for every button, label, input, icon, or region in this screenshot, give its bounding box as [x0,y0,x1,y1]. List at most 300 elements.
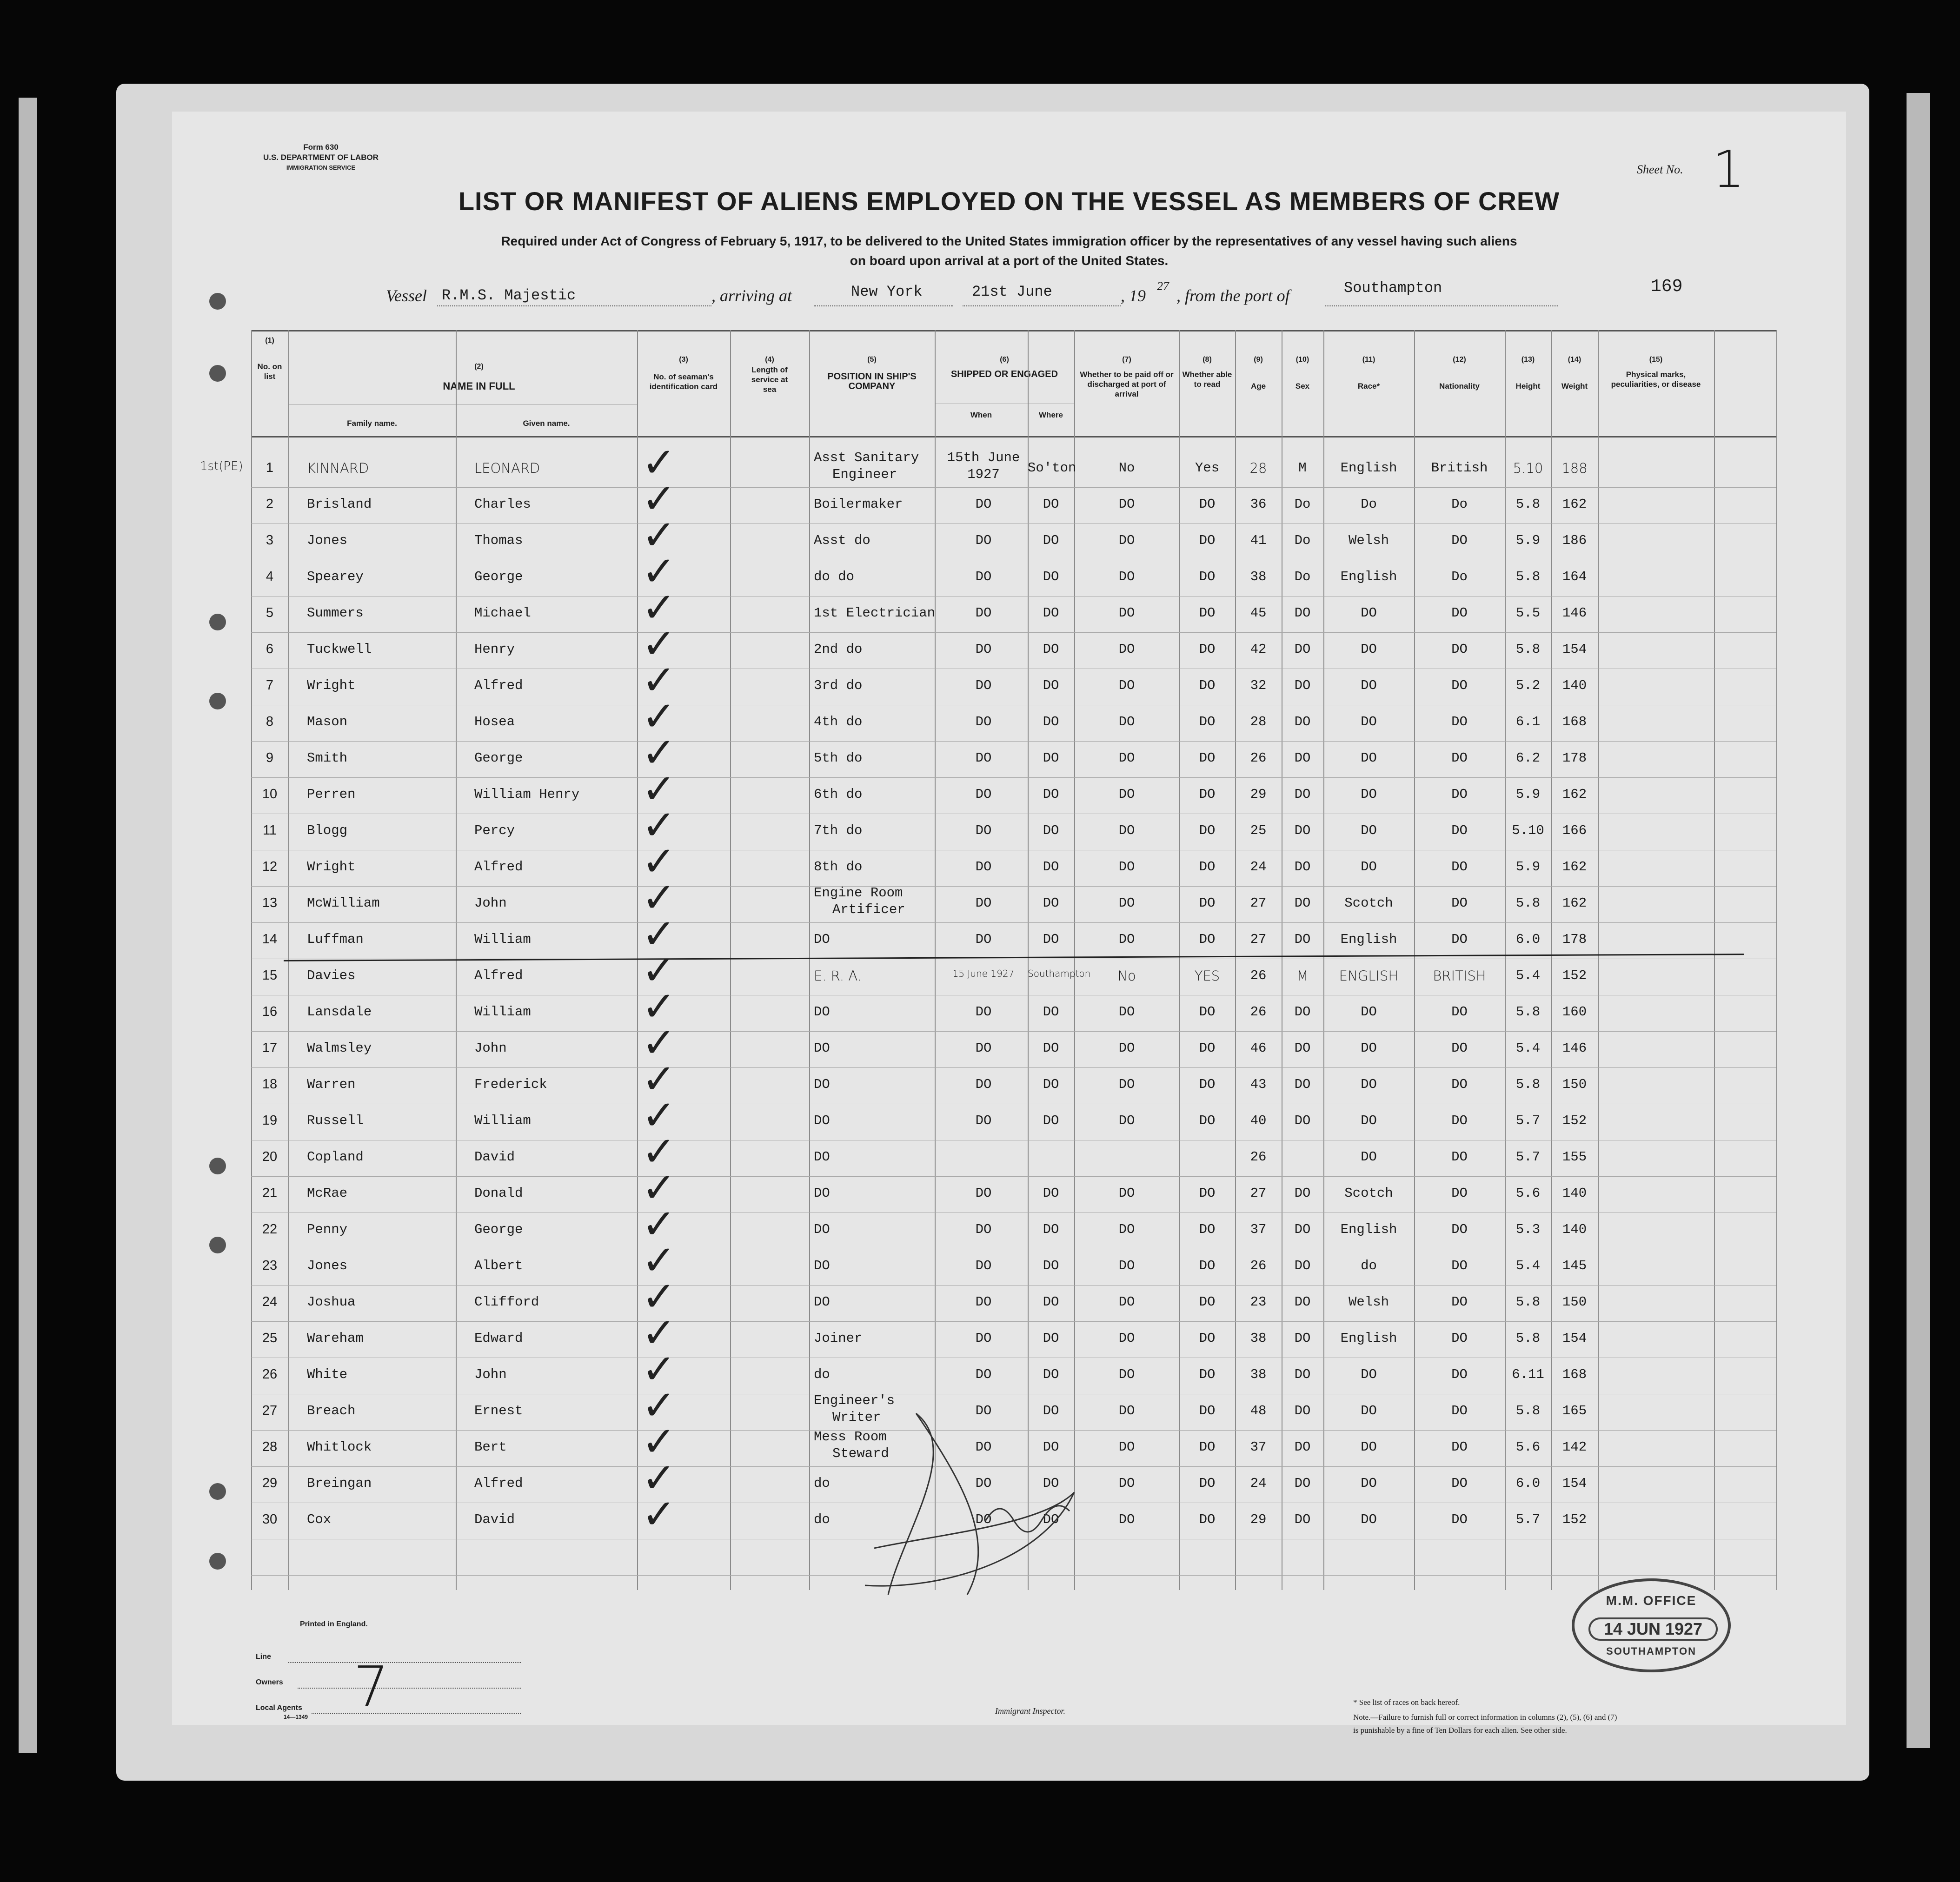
shipped-when: DO [975,787,992,802]
shipped-when: DO [975,1222,992,1237]
sex: DO [1294,1222,1311,1237]
office-date-stamp [1572,1578,1731,1672]
position: DO [814,1294,830,1310]
nationality: DO [1451,1294,1468,1310]
shipped-when: DO [975,1004,992,1020]
check-mark-icon: ✓ [642,1418,676,1465]
sex: DO [1294,1439,1311,1455]
weight: 145 [1562,1258,1587,1273]
height: 6.11 [1512,1367,1544,1382]
footer-owners-label: Owners [256,1678,283,1686]
shipped-when: 15 June 1927 [952,968,1015,979]
manifest-page [172,112,1846,1735]
paid-off: DO [1118,823,1135,838]
height: 5.8 [1515,1331,1541,1346]
column-rule [1551,330,1552,1590]
height: 5.8 [1515,642,1541,657]
shipped-where: DO [1043,533,1059,548]
paid-off: DO [1118,1077,1135,1092]
age: 29 [1250,1512,1267,1527]
nationality: DO [1451,1077,1468,1092]
race: English [1340,932,1397,947]
row-number: 30 [262,1512,278,1527]
sex: DO [1294,932,1311,947]
height: 5.8 [1515,1294,1541,1310]
row-number: 19 [262,1113,278,1128]
shipped-when: DO [975,714,992,729]
given-name: Percy [474,823,515,838]
weight: 154 [1562,642,1587,657]
able-to-read: DO [1199,642,1216,657]
weight: 152 [1562,968,1587,983]
column-rule [1323,330,1324,1590]
family-name: Breingan [307,1476,372,1491]
subtitle-line-2: on board upon arrival at a port of the United States. [850,253,1169,268]
shipped-where: DO [1043,750,1059,766]
given-name: Michael [474,605,531,621]
header-family-name: Family name. [347,419,397,428]
height: 5.5 [1515,605,1541,621]
age: 28 [1249,460,1267,476]
race: DO [1361,823,1377,838]
weight: 178 [1562,750,1587,766]
family-name: Cox [307,1512,332,1527]
given-name: Henry [474,642,515,657]
paid-off: DO [1118,1004,1135,1020]
vessel-line [386,279,1688,314]
weight: 166 [1562,823,1587,838]
position: 2nd do [814,642,863,657]
age: 32 [1250,678,1267,693]
paid-off: DO [1118,569,1135,584]
shipped-when-line-2: 1927 [967,467,1000,482]
shipped-when: DO [975,1077,992,1092]
nationality: DO [1451,859,1468,875]
age: 37 [1250,1439,1267,1455]
row-rule [251,1067,1776,1068]
able-to-read: DO [1199,1258,1216,1273]
age: 41 [1250,533,1267,548]
sex: DO [1294,1367,1311,1382]
sex: DO [1294,859,1311,875]
shipped-where: DO [1043,714,1059,729]
family-name: Breach [307,1403,356,1418]
row-number: 2 [266,497,274,511]
given-name: Thomas [474,533,523,548]
paid-off: DO [1118,932,1135,947]
check-mark-icon: ✓ [642,946,676,994]
age: 38 [1250,1331,1267,1346]
header-bottom-rule [251,436,1776,437]
family-name: White [307,1367,348,1382]
header-length-service: Length of service at sea [751,365,788,394]
header-given-name: Given name. [523,419,570,428]
position: do do [814,569,855,584]
age: 40 [1250,1113,1267,1128]
position: Mess Room [814,1429,887,1445]
shipped-when: DO [975,1403,992,1418]
race: DO [1361,678,1377,693]
shipped-when: DO [975,1186,992,1201]
shipped-where: DO [1043,1258,1059,1273]
position: 6th do [814,787,863,802]
col-num-7: (7) [1122,356,1131,364]
race: DO [1361,1113,1377,1128]
row-margin-note: 1st(PE) [200,459,243,473]
name-header-rule [288,404,637,405]
given-name: John [474,1367,507,1382]
given-name: William Henry [474,787,580,802]
check-mark-icon: ✓ [642,801,676,849]
race: DO [1361,1512,1377,1527]
family-name: Smith [307,750,348,766]
column-rule [1179,330,1180,1590]
given-name: William [474,1004,531,1020]
height: 5.8 [1515,1077,1541,1092]
shipped-where: DO [1043,1439,1059,1455]
sex: DO [1294,1331,1311,1346]
col-num-14: (14) [1568,356,1581,364]
position: 8th do [814,859,863,875]
check-mark-icon: ✓ [642,656,676,704]
given-name: Donald [474,1186,523,1201]
check-mark-icon: ✓ [642,583,676,631]
able-to-read: DO [1199,1294,1216,1310]
shipped-when: DO [975,642,992,657]
header-when: When [970,411,992,419]
race: DO [1361,787,1377,802]
paid-off: DO [1118,714,1135,729]
check-mark-icon: ✓ [642,620,676,668]
header-physical: Physical marks, peculiarities, or disease [1611,370,1701,389]
row-number: 11 [262,823,277,838]
shipped-where: DO [1043,1367,1059,1382]
nationality: DO [1451,787,1468,802]
family-name: McRae [307,1186,348,1201]
race: Welsh [1348,533,1389,548]
position: DO [814,1258,830,1273]
check-mark-icon: ✓ [642,874,676,921]
row-number: 21 [262,1186,278,1200]
able-to-read: DO [1199,1004,1216,1020]
nationality: DO [1451,1403,1468,1418]
col-num-2: (2) [474,363,484,371]
weight: 168 [1562,714,1587,729]
sex: DO [1294,1077,1311,1092]
height: 5.8 [1515,1403,1541,1418]
sex: DO [1294,1004,1311,1020]
family-name: KINNARD [307,460,369,476]
form-header [246,142,395,173]
height: 5.9 [1515,787,1541,802]
check-mark-icon: ✓ [642,511,676,559]
year-suffix: 27 [1157,279,1169,293]
row-number: 15 [262,968,278,983]
age: 38 [1250,569,1267,584]
column-rule [251,330,252,1590]
page-title: LIST OR MANIFEST OF ALIENS EMPLOYED ON THE VESSEL AS MEMBERS OF CREW [458,186,1560,216]
col-num-8: (8) [1203,356,1212,364]
weight: 165 [1562,1403,1587,1418]
shipped-where: DO [1043,1294,1059,1310]
given-name: Hosea [474,714,515,729]
header-where: Where [1039,411,1063,419]
height: 5.8 [1515,569,1541,584]
paid-off: DO [1118,859,1135,875]
age: 24 [1250,1476,1267,1491]
col-num-13: (13) [1521,356,1535,364]
age: 43 [1250,1077,1267,1092]
sex: DO [1294,1186,1311,1201]
header-height: Height [1515,382,1541,391]
position: DO [814,1040,830,1056]
nationality: DO [1451,642,1468,657]
family-name: Wareham [307,1331,364,1346]
shipped-where: DO [1043,678,1059,693]
family-name: Wright [307,678,356,693]
row-rule [251,741,1776,742]
sex: DO [1294,1403,1311,1418]
col-num-4: (4) [765,356,774,364]
note-line-1: Note.—Failure to furnish full or correct information in columns (2), (5), (6) and (7) [1353,1713,1617,1722]
col-num-9: (9) [1254,356,1263,364]
position: DO [814,1186,830,1201]
height: 5.7 [1515,1113,1541,1128]
check-mark-icon: ✓ [642,837,676,885]
column-rule [1776,330,1777,1590]
weight: 164 [1562,569,1587,584]
nationality: DO [1451,895,1468,911]
weight: 146 [1562,1040,1587,1056]
height: 6.1 [1515,714,1541,729]
row-number: 7 [266,678,274,693]
row-number: 4 [266,569,274,584]
age: 27 [1250,932,1267,947]
sex: DO [1294,1294,1311,1310]
check-mark-icon: ✓ [642,729,676,776]
sex: DO [1294,823,1311,838]
race: Scotch [1344,1186,1393,1201]
height: 5.8 [1515,895,1541,911]
shipped-where: DO [1043,569,1059,584]
shipped-where: DO [1043,1077,1059,1092]
weight: 140 [1562,1186,1587,1201]
row-rule [251,1176,1776,1177]
age: 26 [1250,1258,1267,1273]
race: Welsh [1348,1294,1389,1310]
header-position: POSITION IN SHIP'S COMPANY [827,371,917,391]
right-edge-page [1907,93,1930,1748]
header-race: Race* [1357,382,1380,391]
able-to-read: DO [1199,1512,1216,1527]
sex: DO [1294,787,1311,802]
weight: 150 [1562,1294,1587,1310]
nationality: British [1431,460,1488,476]
position: 7th do [814,823,863,838]
shipped-where: DO [1043,823,1059,838]
family-name: Spearey [307,569,364,584]
weight: 178 [1562,932,1587,947]
race: DO [1361,1040,1377,1056]
sex: Do [1294,569,1311,584]
given-name: George [474,1222,523,1237]
column-rule [1235,330,1236,1590]
check-mark-icon: ✓ [642,692,676,740]
sex: DO [1294,750,1311,766]
height: 5.6 [1515,1439,1541,1455]
height: 5.7 [1515,1512,1541,1527]
col-num-10: (10) [1296,356,1309,364]
given-name: Alfred [474,1476,523,1491]
shipped-where: DO [1043,497,1059,512]
paid-off: DO [1118,1113,1135,1128]
height: 5.10 [1513,460,1543,476]
position: DO [814,1222,830,1237]
table-top-rule [251,330,1776,331]
weight: 162 [1562,497,1587,512]
height: 5.6 [1515,1186,1541,1201]
weight: 188 [1561,460,1588,476]
able-to-read: DO [1199,787,1216,802]
race: English [1340,1222,1397,1237]
paid-off: DO [1118,642,1135,657]
row-number: 1 [266,460,274,475]
given-name: Alfred [474,859,523,875]
family-name: Warren [307,1077,356,1092]
race: English [1340,569,1397,584]
paid-off: DO [1118,1222,1135,1237]
sheet-number: 1 [1712,139,1745,199]
weight: 186 [1562,533,1587,548]
shipped-when: DO [975,1113,992,1128]
able-to-read: YES [1194,968,1220,984]
shipped-where: DO [1043,1004,1059,1020]
weight: 154 [1562,1331,1587,1346]
nationality: DO [1451,1367,1468,1382]
sex: DO [1294,1512,1311,1527]
paid-off: DO [1118,787,1135,802]
shipped-where: DO [1043,1331,1059,1346]
shipped-when: DO [975,678,992,693]
paid-off: DO [1118,1294,1135,1310]
row-number: 26 [262,1367,278,1382]
row-rule [251,922,1776,923]
family-name: McWilliam [307,895,380,911]
race: DO [1361,1476,1377,1491]
race: DO [1361,1149,1377,1165]
age: 48 [1250,1403,1267,1418]
shipped-where: DO [1043,1222,1059,1237]
nationality: DO [1451,823,1468,838]
check-mark-icon: ✓ [642,1091,676,1139]
given-name: LEONARD [474,460,540,476]
weight: 162 [1562,859,1587,875]
shipped-where: DO [1043,1476,1059,1491]
position: do [814,1512,830,1527]
able-to-read: DO [1199,859,1216,875]
shipped-where: DO [1043,605,1059,621]
stamp-date: 14 JUN 1927 [1588,1617,1718,1641]
shipped-where: DO [1043,1512,1059,1527]
shipped-where: DO [1043,895,1059,911]
able-to-read: DO [1199,1331,1216,1346]
col-num-3: (3) [679,356,688,364]
check-mark-icon: ✓ [642,1164,676,1212]
form-department: U.S. DEPARTMENT OF LABOR [263,153,379,162]
height: 5.3 [1515,1222,1541,1237]
able-to-read: DO [1199,497,1216,512]
able-to-read: DO [1199,1403,1216,1418]
given-name: John [474,1040,507,1056]
shipped-when: DO [975,533,992,548]
family-name: Walmsley [307,1040,372,1056]
sex: DO [1294,895,1311,911]
shipped-when: DO [975,569,992,584]
sex: DO [1294,605,1311,621]
column-rule [1505,330,1506,1590]
race: English [1340,460,1397,476]
age: 26 [1250,1004,1267,1020]
nationality: DO [1451,533,1468,548]
race: DO [1361,1367,1377,1382]
paid-off: DO [1118,1476,1135,1491]
family-name: Penny [307,1222,348,1237]
header-nationality: Nationality [1439,382,1480,391]
vessel-label: Vessel [386,286,427,305]
family-name: Luffman [307,932,364,947]
sheet-label: Sheet No. [1637,163,1683,176]
date-underline [963,305,1121,306]
paid-off: No [1118,460,1135,476]
paid-off: DO [1118,1403,1135,1418]
able-to-read: DO [1199,605,1216,621]
position: DO [814,1149,830,1165]
weight: 142 [1562,1439,1587,1455]
family-name: Lansdale [307,1004,372,1020]
column-rule [1714,330,1715,1590]
position: Asst do [814,533,870,548]
row-number: 24 [262,1294,278,1309]
family-name: Mason [307,714,348,729]
shipped-when: DO [975,932,992,947]
col-num-1: (1) [265,337,274,345]
family-name: Summers [307,605,364,621]
family-name: Russell [307,1113,364,1128]
height: 5.4 [1515,968,1541,983]
age: 26 [1250,1149,1267,1165]
given-name: David [474,1149,515,1165]
weight: 162 [1562,787,1587,802]
shipped-where: DO [1043,1113,1059,1128]
year-prefix: , 19 [1121,286,1146,305]
inspector-label: Immigrant Inspector. [995,1706,1065,1716]
shipped-where: DO [1043,787,1059,802]
paid-off: DO [1118,1331,1135,1346]
nationality: BRITISH [1433,968,1486,984]
paid-off: DO [1118,1258,1135,1273]
given-name: Bert [474,1439,507,1455]
footer-line-label: Line [256,1653,271,1661]
column-rule [637,330,638,1590]
shipped-where: DO [1043,1403,1059,1418]
given-name: David [474,1512,515,1527]
row-number: 22 [262,1222,278,1237]
age: 37 [1250,1222,1267,1237]
race: DO [1361,859,1377,875]
header-id-card: No. of seaman's identification card [649,372,718,391]
row-number: 6 [266,642,274,656]
check-mark-icon: ✓ [642,1019,676,1067]
